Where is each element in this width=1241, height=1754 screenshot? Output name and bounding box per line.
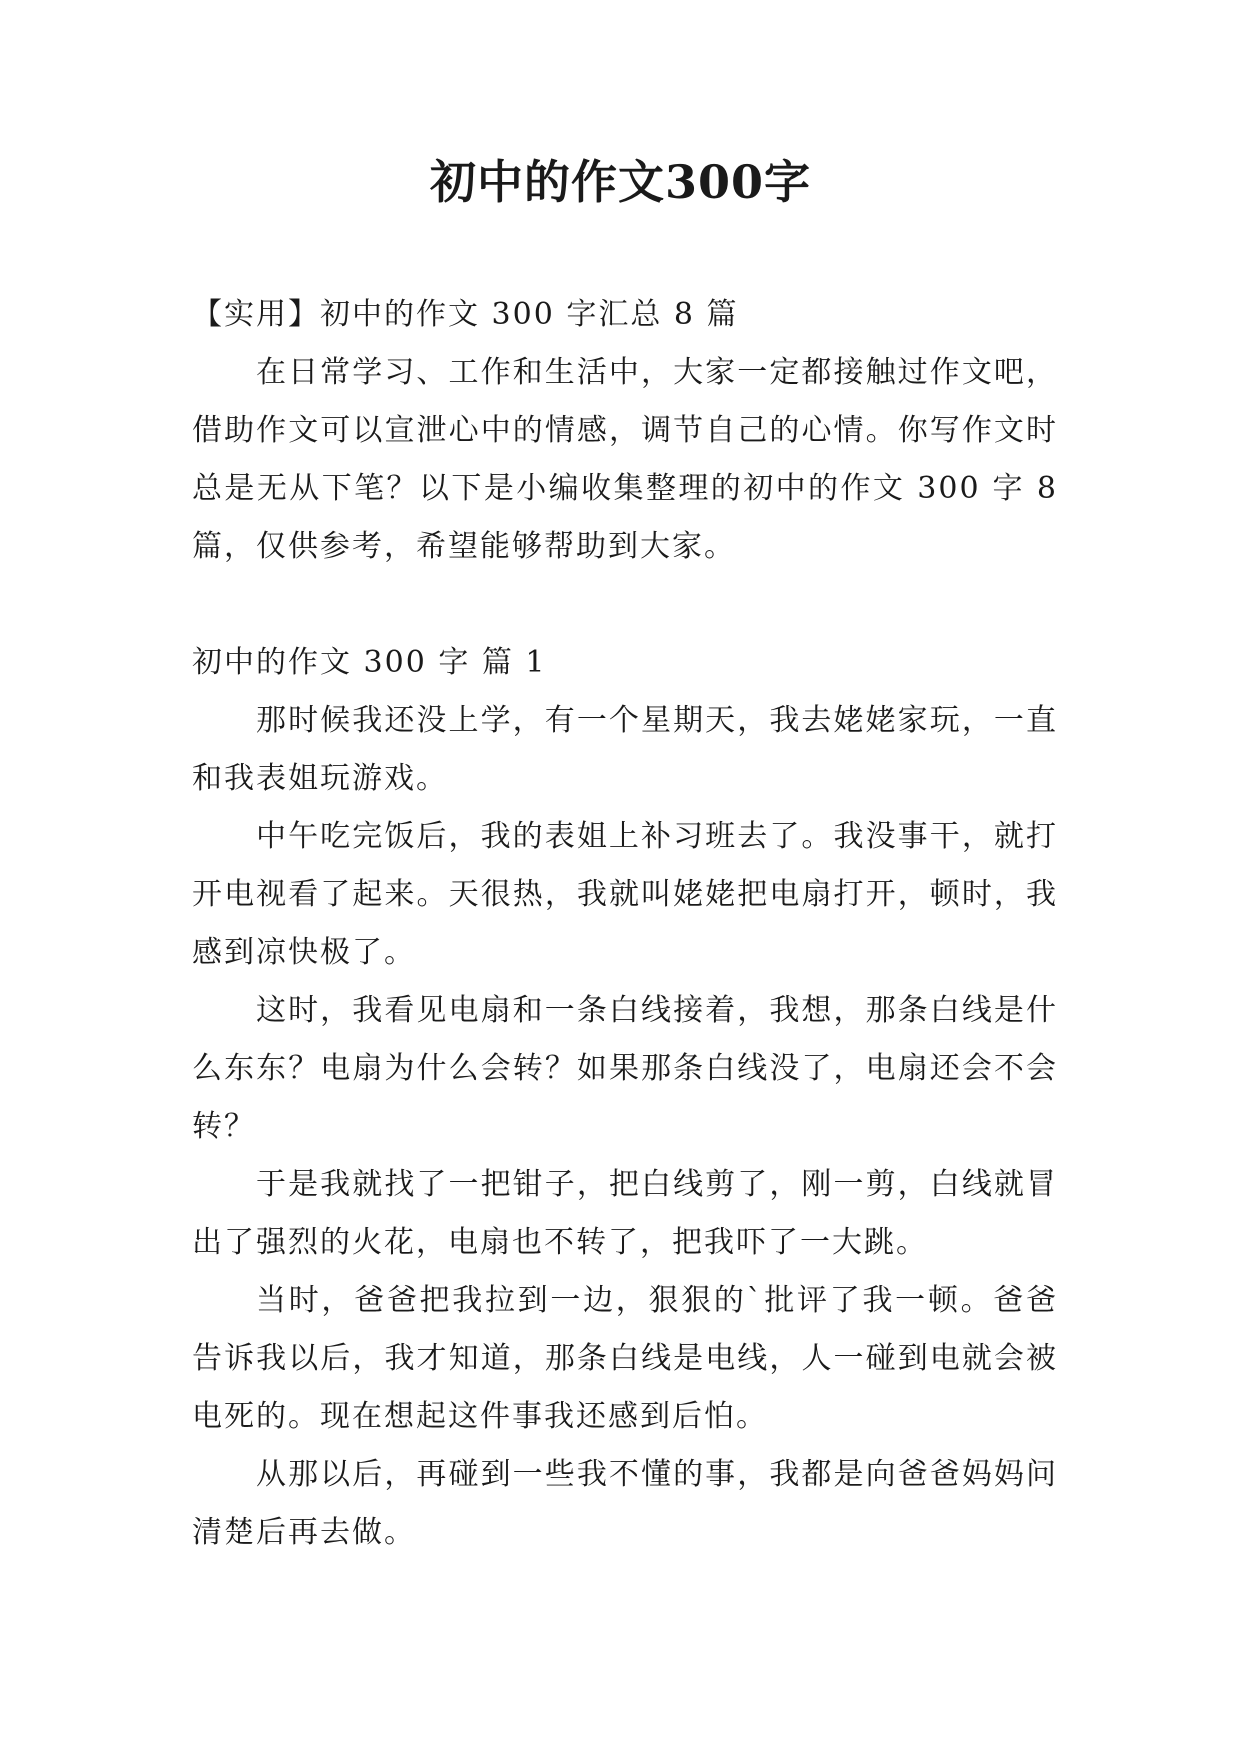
essay-paragraph: 中午吃完饭后，我的表姐上补习班去了。我没事干，就打开电视看了起来。天很热，我就叫姥姥把电扇打开，顿时，我感到凉快极了。 (192, 819, 1058, 970)
essay-paragraph: 从那以后，再碰到一些我不懂的事，我都是向爸爸妈妈问清楚后再去做。 (192, 1457, 1058, 1550)
essay-paragraph: 当时，爸爸把我拉到一边，狠狠的`批评了我一顿。爸爸告诉我以后，我才知道，那条白线是电线，人一碰到电就会被电死的。现在想起这件事我还感到后怕。 (192, 1283, 1058, 1434)
summary-line: 【实用】初中的作文 300 字汇总 8 篇 (192, 297, 739, 332)
essay-paragraph: 于是我就找了一把钳子，把白线剪了，刚一剪，白线就冒出了强烈的火花，电扇也不转了，把我吓了一大跳。 (192, 1167, 1058, 1260)
essay-heading: 初中的作文 300 字 篇 1 (192, 645, 547, 680)
essay-paragraph: 那时候我还没上学，有一个星期天，我去姥姥家玩，一直和我表姐玩游戏。 (192, 703, 1058, 796)
document-body (192, 286, 1058, 1562)
essay-paragraph: 这时，我看见电扇和一条白线接着，我想，那条白线是什么东东？电扇为什么会转？如果那条白线没了，电扇还会不会转？ (192, 993, 1058, 1144)
section-spacer (192, 576, 1058, 634)
intro-paragraph: 在日常学习、工作和生活中，大家一定都接触过作文吧，借助作文可以宣泄心中的情感，调节自己的心情。你写作文时总是无从下笔？以下是小编收集整理的初中的作文 300 字 8 篇，仅供参考，希望能够帮助到大家。 (192, 355, 1058, 564)
document-title: 初中的作文300字 (429, 155, 812, 209)
